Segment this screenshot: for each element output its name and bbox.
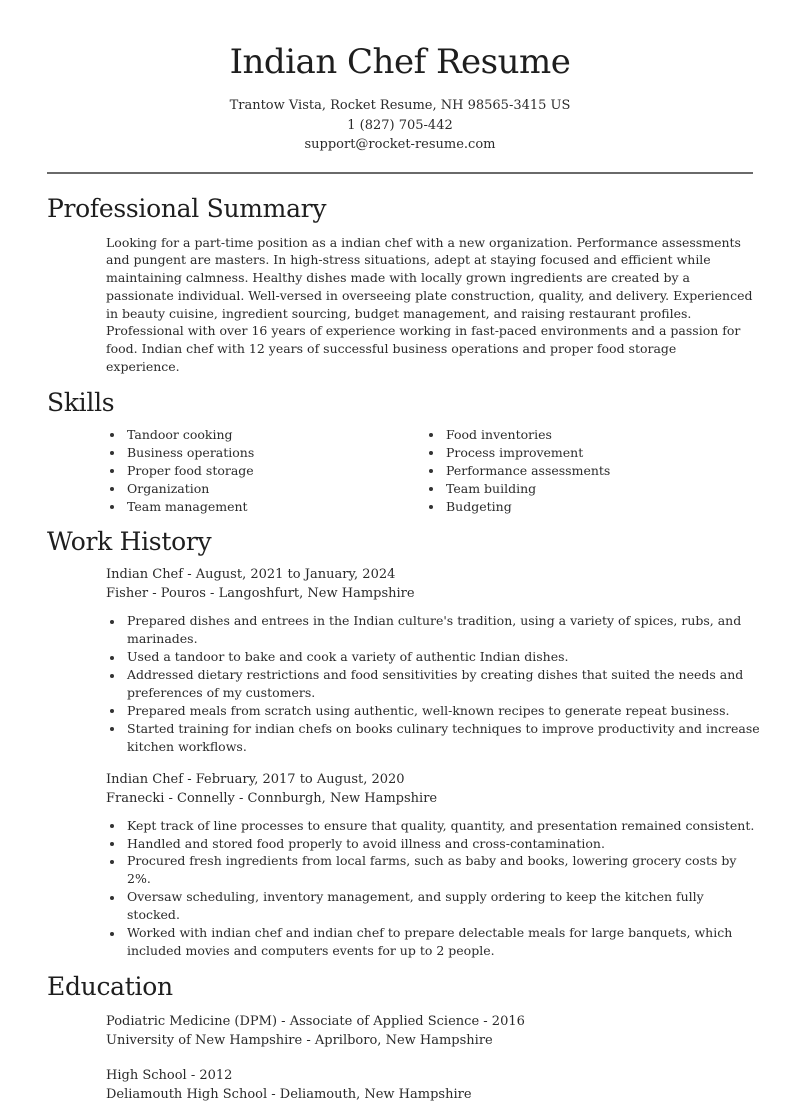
job-duty-item: Handled and stored food properly to avoid illness and cross-contamination. (106, 835, 760, 853)
skill-item: Business operations (106, 444, 425, 462)
section-heading-work: Work History (47, 527, 212, 557)
skill-item: Proper food storage (106, 462, 425, 480)
job-duties (106, 612, 760, 755)
education-entry (106, 1012, 800, 1051)
skill-item: Team management (106, 498, 425, 516)
job-title-dates: Indian Chef - February, 2017 to August, 2020 (106, 771, 405, 787)
job-duty-item: Procured fresh ingredients from local farms, such as baby and books, lowering grocery costs by 2%. (106, 852, 760, 888)
education-entry (106, 1066, 800, 1105)
resume-header (0, 0, 800, 155)
job-duty-item: Prepared dishes and entrees in the Indian culture's tradition, using a variety of spices, rubs, and marinades. (106, 612, 760, 648)
skill-item: Process improvement (425, 444, 725, 462)
job-title-dates: Indian Chef - August, 2021 to January, 2024 (106, 567, 396, 583)
skill-item: Tandoor cooking (106, 426, 425, 444)
section-heading-education: Education (47, 971, 173, 1001)
job-duty-item: Kept track of line processes to ensure that quality, quantity, and presentation remained consistent. (106, 817, 760, 835)
header-divider (47, 172, 753, 174)
job-duties (106, 817, 760, 960)
contact-block (0, 96, 800, 155)
education-section (0, 972, 800, 1105)
education-school: University of New Hampshire - Aprilboro, New Hampshire (106, 1033, 493, 1049)
job-duty-item: Oversaw scheduling, inventory management, and supply ordering to keep the kitchen fully stocked. (106, 888, 760, 924)
skill-item: Food inventories (425, 426, 725, 444)
work-history-section (0, 527, 800, 960)
job-entry (106, 565, 760, 755)
job-duty-item: Prepared meals from scratch using authentic, well-known recipes to generate repeat business. (106, 702, 760, 720)
job-company-location: Franecki - Connelly - Connburgh, New Hampshire (106, 790, 438, 806)
section-heading-skills: Skills (47, 387, 115, 417)
skills-column-left (106, 426, 425, 516)
skills-section (0, 388, 800, 516)
skill-item: Budgeting (425, 498, 725, 516)
professional-summary-section (0, 194, 800, 376)
resume-title: Indian Chef Resume (229, 42, 571, 82)
job-duty-item: Worked with indian chef and indian chef to prepare delectable meals for large banquets, which included movies and computers events for up to 2 people. (106, 924, 760, 960)
skill-item: Performance assessments (425, 462, 725, 480)
summary-text: Looking for a part-time position as a indian chef with a new organization. Performance assessments and pungent are masters. In high-stress situations, adept at staying focused and efficient while maintaining calmness. Healthy dishes made with locally grown ingredients are created by a passionate individual. Well-versed in overseeing plate construction, quality, and delivery. Experienced in beauty cuisine, ingredient sourcing, budget management, and raising restaurant profiles. Professional with over 16 years of experience working in fast-paced environments and a passion for food. Indian chef with 12 years of successful business operations and proper food storage experience. (106, 234, 753, 375)
job-entry (106, 770, 760, 960)
skills-grid (106, 426, 800, 516)
contact-phone: 1 (827) 705-442 (347, 117, 453, 133)
job-company-location: Fisher - Pouros - Langoshfurt, New Hampshire (106, 586, 415, 602)
contact-address: Trantow Vista, Rocket Resume, NH 98565-3415 US (229, 98, 571, 113)
education-school: Deliamouth High School - Deliamouth, New Hampshire (106, 1087, 472, 1103)
job-duty-item: Used a tandoor to bake and cook a variety of authentic Indian dishes. (106, 648, 760, 666)
education-degree: High School - 2012 (106, 1067, 233, 1083)
skills-column-right (425, 426, 725, 516)
job-duty-item: Addressed dietary restrictions and food sensitivities by creating dishes that suited the needs and preferences of my customers. (106, 666, 760, 702)
contact-email: support@rocket-resume.com (304, 137, 496, 152)
education-degree: Podiatric Medicine (DPM) - Associate of Applied Science - 2016 (106, 1013, 525, 1029)
job-duty-item: Started training for indian chefs on books culinary techniques to improve productivity and increase kitchen workflows. (106, 720, 760, 756)
section-heading-summary: Professional Summary (47, 193, 327, 223)
skill-item: Organization (106, 480, 425, 498)
skill-item: Team building (425, 480, 725, 498)
